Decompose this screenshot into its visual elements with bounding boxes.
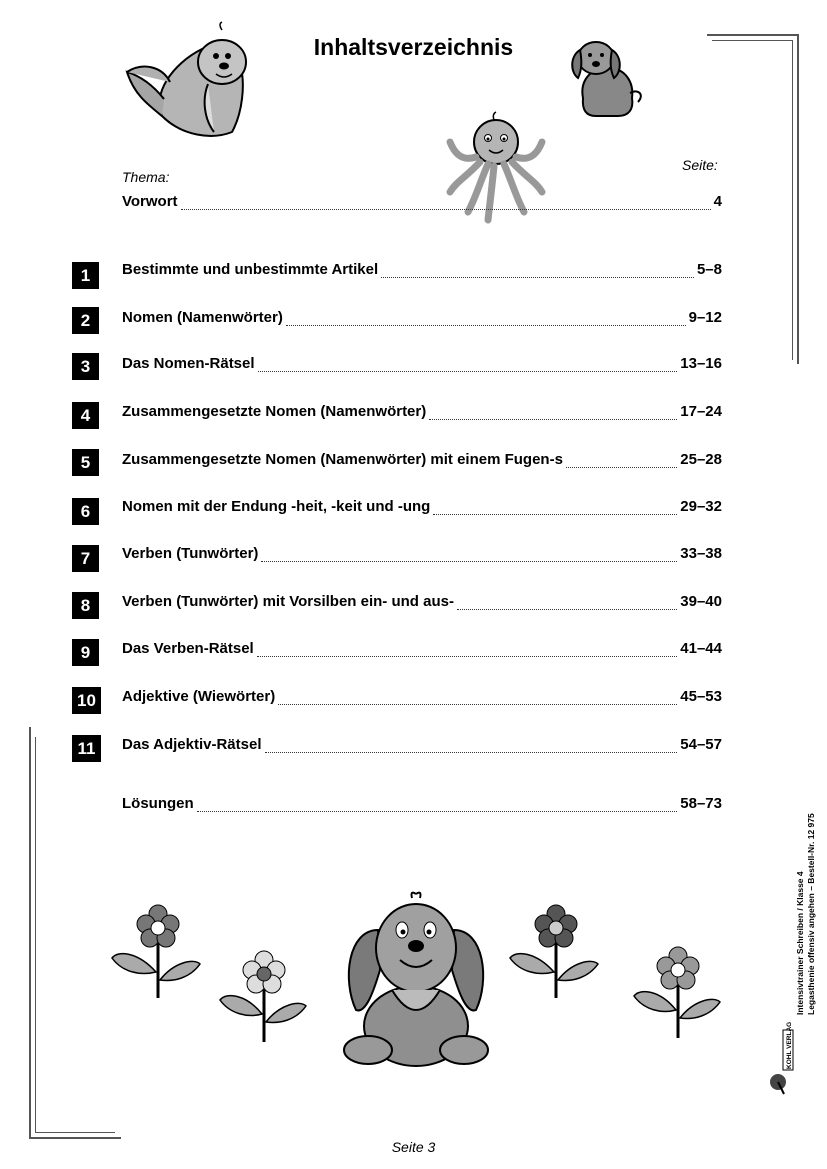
toc-page: 5–8: [696, 261, 722, 278]
seite-label: Seite:: [682, 157, 718, 173]
toc-label: Verben (Tunwörter): [122, 545, 259, 562]
toc-leader: [278, 703, 677, 705]
toc-page: 54–57: [680, 736, 722, 753]
publication-subtitle: Legasthenie offensiv angehen – Bestell-Nr. 12 975: [806, 813, 816, 1015]
toc-leader: [381, 276, 694, 278]
frame-bottom-left-v2: [35, 737, 36, 1133]
toc-label: Nomen mit der Endung -heit, -keit und -ung: [122, 498, 431, 515]
toc-page: 39–40: [680, 593, 722, 610]
toc-page: 58–73: [680, 795, 722, 812]
toc-label: Das Nomen-Rätsel: [122, 355, 255, 372]
frame-top-right-v2: [792, 40, 793, 360]
toc-label: Vorwort: [122, 193, 178, 210]
toc-label: Zusammengesetzte Nomen (Namenwörter): [122, 403, 427, 420]
chapter-number: 6: [72, 498, 99, 525]
chapter-number: 8: [72, 592, 99, 619]
chapter-number: 11: [72, 735, 101, 762]
toc-label: Das Adjektiv-Rätsel: [122, 736, 262, 753]
toc-leader: [257, 655, 678, 657]
toc-row[interactable]: [122, 736, 722, 758]
chapter-number: 9: [72, 639, 99, 666]
publication-info: [795, 813, 817, 1015]
toc-row[interactable]: [122, 688, 722, 710]
toc-page: 25–28: [680, 451, 722, 468]
large-dog-illustration: [338, 890, 494, 1076]
publisher-name: KOHL VERLAG: [786, 1021, 793, 1069]
toc-row[interactable]: [122, 593, 722, 615]
toc-row[interactable]: [122, 261, 722, 283]
chapter-number: 10: [72, 687, 101, 714]
frame-top-right-v: [797, 34, 799, 364]
toc-page: 45–53: [680, 688, 722, 705]
chapter-number: 1: [72, 262, 99, 289]
toc-leader: [433, 513, 677, 515]
toc-leader: [181, 208, 711, 210]
toc-row[interactable]: [122, 640, 722, 662]
seal-illustration: [122, 24, 252, 142]
toc-label: Verben (Tunwörter) mit Vorsilben ein- und aus-: [122, 593, 454, 610]
flower-illustration-3: [506, 902, 602, 1002]
toc-row[interactable]: [122, 309, 722, 331]
frame-bottom-left-h2: [35, 1132, 115, 1133]
thema-label: Thema:: [122, 169, 170, 185]
toc-page: 29–32: [680, 498, 722, 515]
toc-label: Nomen (Namenwörter): [122, 309, 283, 326]
toc-label: Zusammengesetzte Nomen (Namenwörter) mit einem Fugen-s: [122, 451, 563, 468]
toc-leader: [265, 751, 678, 753]
toc-leader: [261, 560, 677, 562]
toc-row[interactable]: [122, 355, 722, 377]
toc-row[interactable]: [122, 545, 722, 567]
small-dog-illustration: [568, 38, 648, 118]
toc-leader: [197, 810, 678, 812]
toc-row[interactable]: [122, 451, 722, 473]
toc-label: Adjektive (Wiewörter): [122, 688, 276, 705]
toc-leader: [566, 466, 677, 468]
toc-page: 9–12: [688, 309, 722, 326]
page-title: Inhaltsverzeichnis: [313, 34, 514, 60]
toc-leader: [286, 324, 686, 326]
chapter-number: 7: [72, 545, 99, 572]
chapter-number: 4: [72, 402, 99, 429]
toc-row[interactable]: [122, 403, 722, 425]
toc-row-loesungen[interactable]: [122, 795, 722, 817]
frame-bottom-left-v: [29, 727, 31, 1139]
toc-page: 4: [713, 193, 722, 210]
toc-label: Das Verben-Rätsel: [122, 640, 254, 657]
toc-label: Lösungen: [122, 795, 194, 812]
flower-illustration-4: [632, 944, 724, 1040]
publisher-logo: [768, 1021, 796, 1096]
toc-page: 41–44: [680, 640, 722, 657]
flower-illustration-1: [108, 902, 204, 1002]
page-number: Seite 3: [391, 1139, 436, 1155]
toc-leader: [429, 418, 677, 420]
toc-page: 33–38: [680, 545, 722, 562]
toc-page: 17–24: [680, 403, 722, 420]
chapter-number: 3: [72, 353, 99, 380]
publication-title: Intensivtrainer Schreiben / Klasse 4: [795, 871, 805, 1015]
chapter-number: 5: [72, 449, 99, 476]
toc-label: Bestimmte und unbestimmte Artikel: [122, 261, 379, 278]
toc-page: 13–16: [680, 355, 722, 372]
chapter-number: 2: [72, 307, 99, 334]
toc-row-vorwort[interactable]: [122, 193, 722, 215]
toc-leader: [457, 608, 677, 610]
toc-leader: [258, 370, 678, 372]
flower-illustration-2: [218, 948, 310, 1044]
toc-row[interactable]: [122, 498, 722, 520]
